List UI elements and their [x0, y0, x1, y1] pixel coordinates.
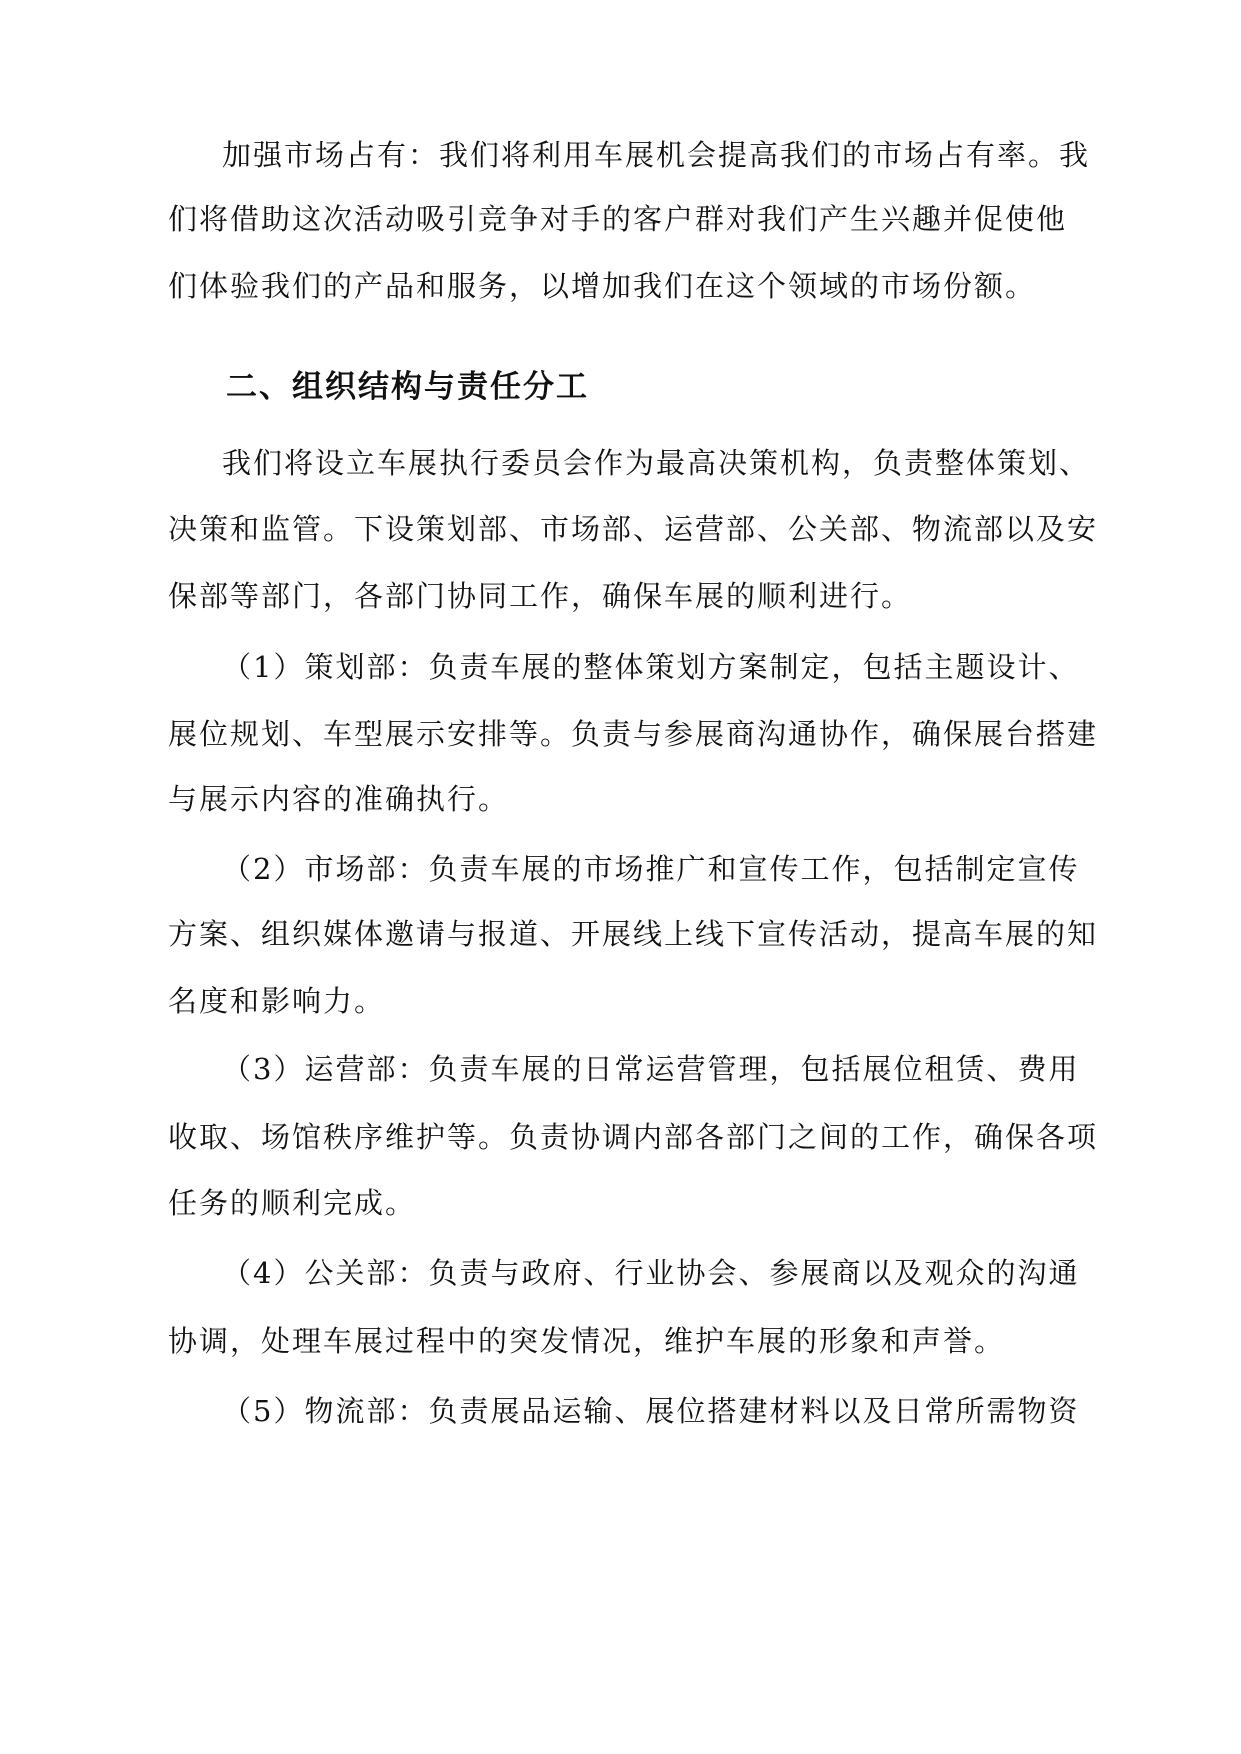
paragraph-market-share-line-2: 们将借助这次活动吸引竞争对手的客户群对我们产生兴趣并促使他	[168, 202, 1068, 236]
item-pr-line-2: 协调，处理车展过程中的突发情况，维护车展的形象和声誉。	[168, 1324, 1006, 1358]
paragraph-market-share-line-1: 加强市场占有：我们将利用车展机会提高我们的市场占有率。我	[222, 138, 1091, 172]
item-logistics-line-1: （5）物流部：负责展品运输、展位搭建材料以及日常所需物资	[222, 1394, 1080, 1428]
item-operations-line-1: （3）运营部：负责车展的日常运营管理，包括展位租赁、费用	[222, 1052, 1080, 1086]
item-planning-line-3: 与展示内容的准确执行。	[168, 782, 510, 816]
paragraph-committee-line-2: 决策和监管。下设策划部、市场部、运营部、公关部、物流部以及安	[168, 512, 1099, 546]
item-marketing-line-1: （2）市场部：负责车展的市场推广和宣传工作，包括制定宣传	[222, 852, 1080, 886]
section-heading: 二、组织结构与责任分工	[226, 369, 589, 405]
item-marketing-line-3: 名度和影响力。	[168, 984, 386, 1018]
item-pr-line-1: （4）公关部：负责与政府、行业协会、参展商以及观众的沟通	[222, 1256, 1080, 1290]
item-planning-line-2: 展位规划、车型展示安排等。负责与参展商沟通协作，确保展台搭建	[168, 717, 1099, 751]
item-operations-line-3: 任务的顺利完成。	[168, 1186, 417, 1220]
paragraph-market-share-line-3: 们体验我们的产品和服务，以增加我们在这个领域的市场份额。	[168, 269, 1037, 303]
paragraph-committee-line-3: 保部等部门，各部门协同工作，确保车展的顺利进行。	[168, 579, 913, 613]
paragraph-committee-line-1: 我们将设立车展执行委员会作为最高决策机构，负责整体策划、	[222, 446, 1091, 480]
item-planning-line-1: （1）策划部：负责车展的整体策划方案制定，包括主题设计、	[222, 650, 1080, 684]
item-marketing-line-2: 方案、组织媒体邀请与报道、开展线上线下宣传活动，提高车展的知	[168, 917, 1099, 951]
item-operations-line-2: 收取、场馆秩序维护等。负责协调内部各部门之间的工作，确保各项	[168, 1120, 1099, 1154]
